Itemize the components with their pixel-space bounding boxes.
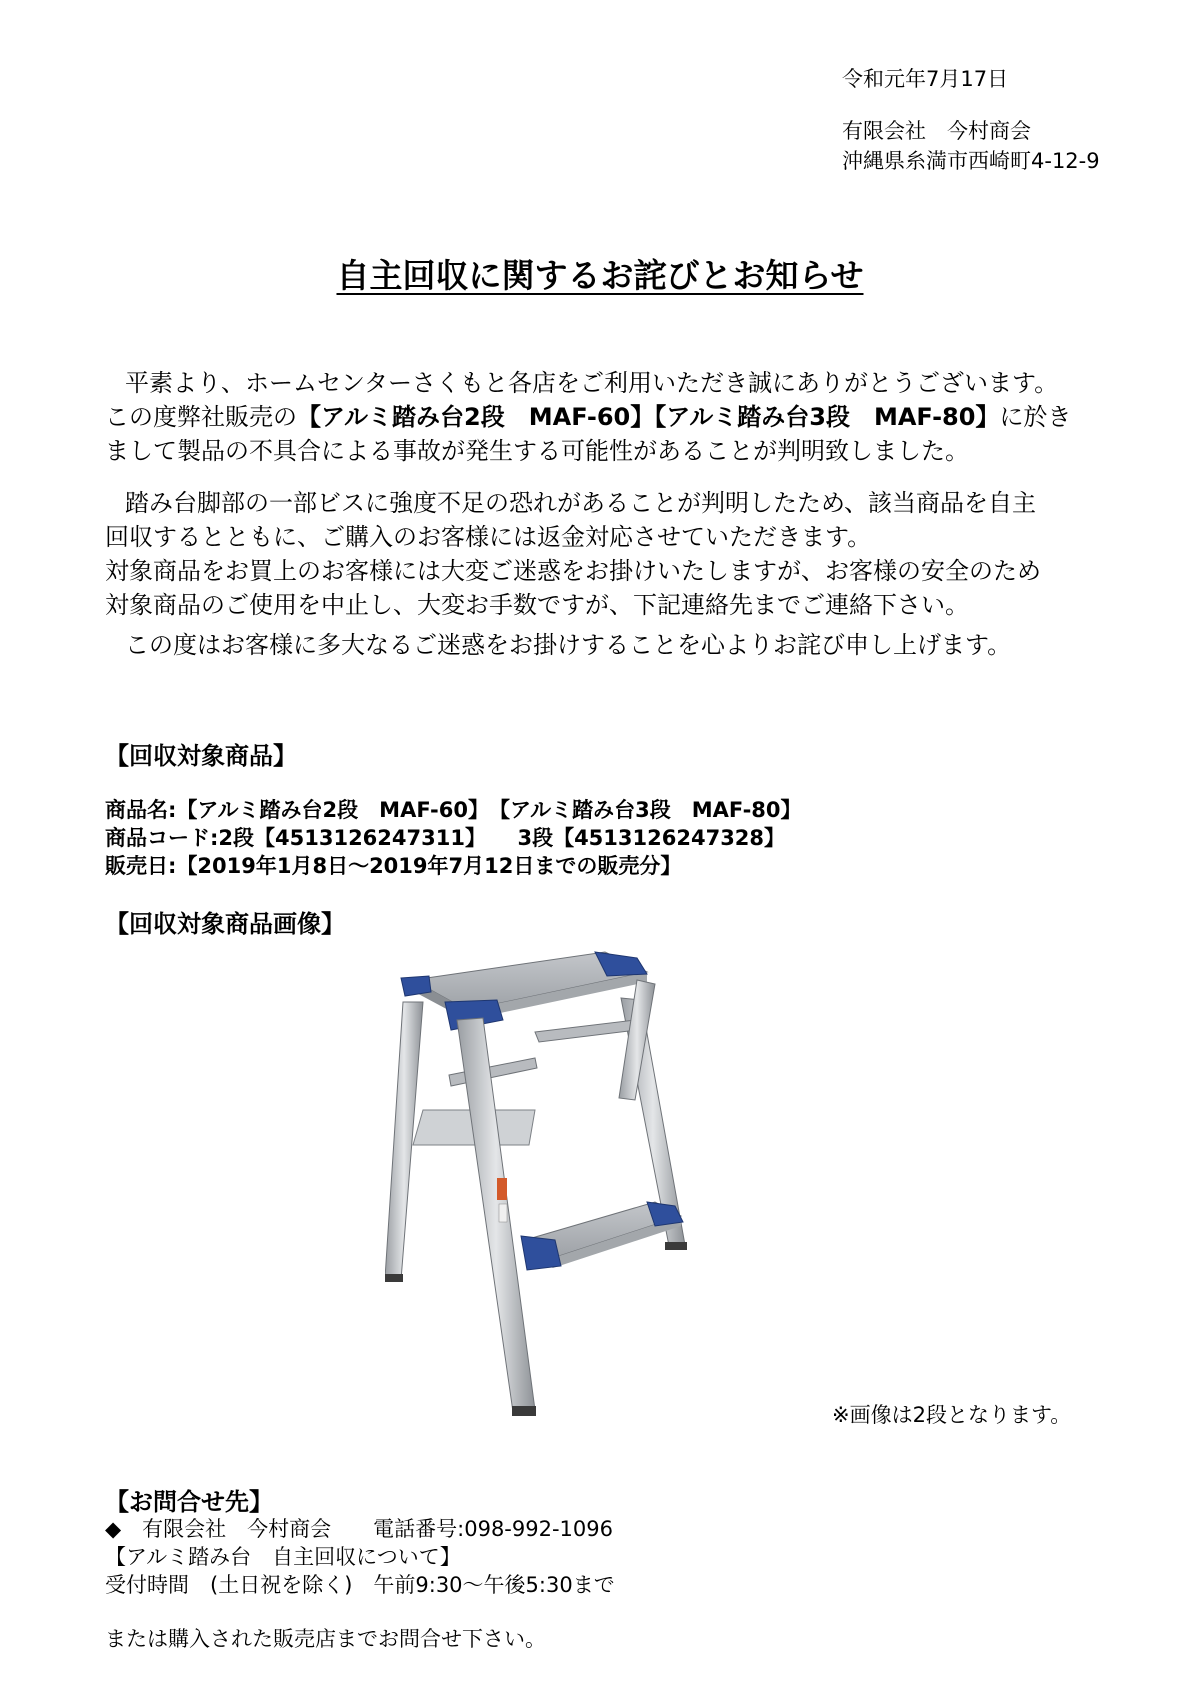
company-name: 有限会社 今村商会 xyxy=(842,119,1031,143)
product-code-line: 商品コード:2段【4513126247311】 3段【4513126247328】 xyxy=(105,826,786,850)
image-section-heading: 【回収対象商品画像】 xyxy=(105,910,345,938)
apology-line: この度はお客様に多大なるご迷惑をお掛けすることを心よりお詫び申し上げます。 xyxy=(125,631,1012,659)
body-line-3: 対象商品をお買上のお客様には大変ご迷惑をお掛けいたしますが、お客様の安全のため xyxy=(105,557,1041,585)
intro-product-1: 【アルミ踏み台2段 MAF-60】 xyxy=(297,403,655,431)
contact-subject: 【アルミ踏み台 自主回収について】 xyxy=(105,1545,461,1569)
contact-company-phone: ◆ 有限会社 今村商会 電話番号:098-992-1096 xyxy=(105,1517,613,1541)
contact-alternative: または購入された販売店までお問合せ下さい。 xyxy=(105,1627,546,1651)
contact-hours: 受付時間 (土日祝を除く) 午前9:30～午後5:30まで xyxy=(105,1573,615,1597)
intro-line-2-pre: この度弊社販売の xyxy=(105,403,297,431)
body-line-1: 踏み台脚部の一部ビスに強度不足の恐れがあることが判明したため、該当商品を自主 xyxy=(125,489,1037,517)
company-address: 沖縄県糸満市西崎町4-12-9 xyxy=(842,149,1100,173)
image-caption: ※画像は2段となります。 xyxy=(832,1403,1072,1427)
contact-heading: 【お問合せ先】 xyxy=(105,1488,273,1516)
intro-product-2: 【アルミ踏み台3段 MAF-80】 xyxy=(654,403,1000,431)
body-line-2: 回収するとともに、ご購入のお客様には返金対応させていただきます。 xyxy=(105,523,872,551)
step-stool-photo xyxy=(385,940,740,1420)
intro-line-1: 平素より、ホームセンターさくもと各店をご利用いただき誠にありがとうございます。 xyxy=(125,369,1059,397)
document-date: 令和元年7月17日 xyxy=(842,67,1009,91)
sale-date-line: 販売日:【2019年1月8日～2019年7月12日までの販売分】 xyxy=(105,854,682,878)
recall-heading: 【回収対象商品】 xyxy=(105,742,297,770)
intro-line-3: まして製品の不具合による事故が発生する可能性があることが判明致しました。 xyxy=(105,437,969,465)
body-line-4: 対象商品のご使用を中止し、大変お手数ですが、下記連絡先までご連絡下さい。 xyxy=(105,591,969,619)
product-name-line: 商品名:【アルミ踏み台2段 MAF-60】 【アルミ踏み台3段 MAF-80】 xyxy=(105,798,802,822)
intro-line-2 xyxy=(105,400,1071,434)
page-title: 自主回収に関するお詫びとお知らせ xyxy=(336,256,864,295)
intro-line-2-post: に於き xyxy=(999,403,1072,431)
